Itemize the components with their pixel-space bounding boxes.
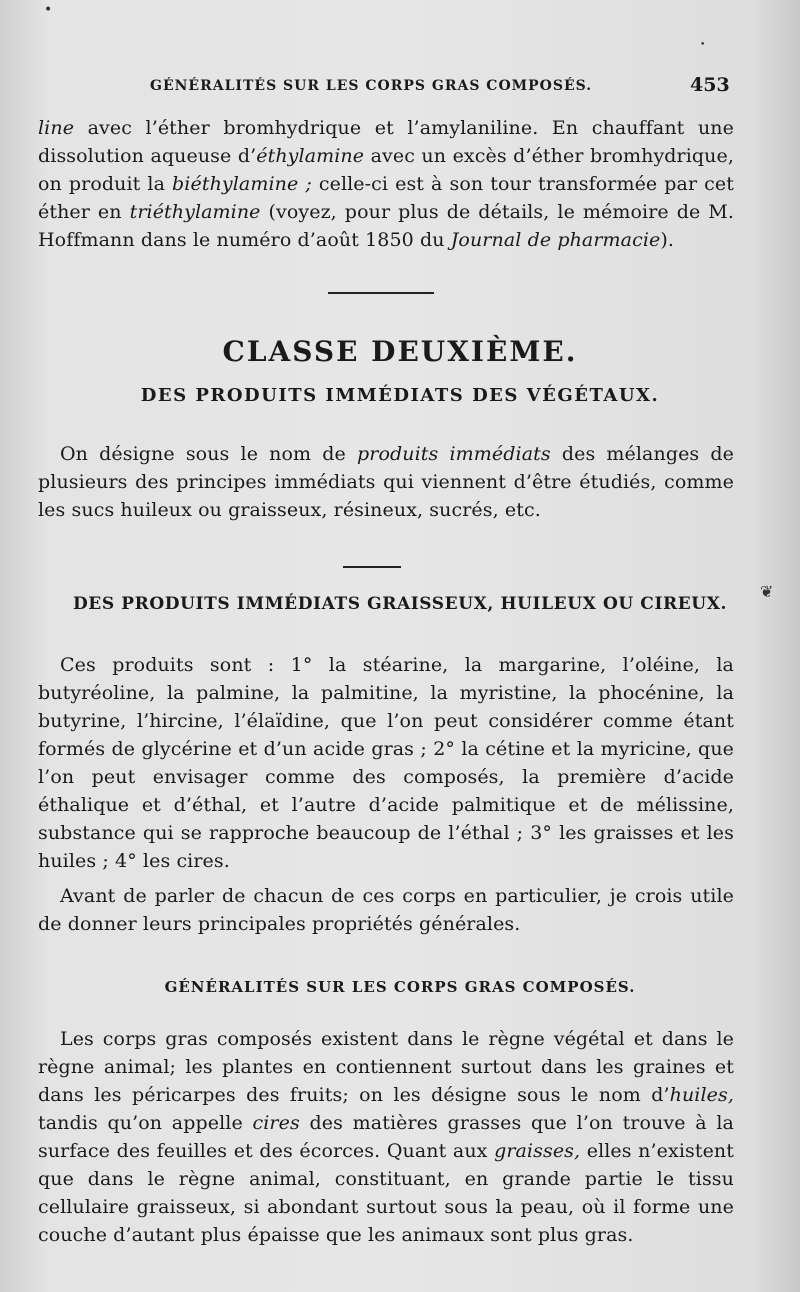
italic-term: éthylamine: [256, 145, 365, 167]
text-run: avec l’éther bromhydrique et l’amylaniline. En chauffant une dissolution aqueuse d’: [38, 117, 734, 167]
text-run: (voyez, pour plus de détails, le mémoire de M. Hoffmann dans le numéro d’août 1850 du: [38, 201, 734, 251]
italic-term: produits immédiats: [357, 443, 551, 465]
text-run: ).: [660, 229, 674, 251]
italic-term: huiles,: [669, 1084, 734, 1106]
ink-speck: ❦: [760, 582, 774, 601]
italic-term: graisses,: [494, 1140, 581, 1162]
separator-rule: [328, 292, 434, 294]
page-number: 453: [690, 74, 730, 96]
running-title: GÉNÉRALITÉS SUR LES CORPS GRAS COMPOSÉS.: [150, 78, 593, 94]
italic-term: cires: [252, 1112, 300, 1134]
section-heading: DES PRODUITS IMMÉDIATS GRAISSEUX, HUILEUX OU CIREUX.: [72, 594, 728, 614]
italic-term: biéthylamine ;: [172, 173, 312, 195]
text-run: celle-ci est à son tour transformée par cet éther en: [38, 173, 734, 223]
text-run: des mélanges de plusieurs des principes immédiats qui viennent d’être étudiés, comme les sucs huileux ou graisseux, résineux, sucrés, etc.: [38, 443, 735, 521]
text-run: avec un excès d’éther bromhydrique, on produit la: [38, 145, 734, 195]
class-title: CLASSE DEUXIÈME.: [222, 335, 578, 368]
italic-term: triéthylamine: [129, 201, 261, 223]
text-run: Les corps gras composés existent dans le règne végétal et dans le règne animal; les plantes en contiennent surtout dans les graines et dans les péricarpes des fruits; on les désigne sous le nom d’: [38, 1028, 734, 1106]
fatty-bodies-paragraph: [38, 1025, 734, 1249]
paragraph-text: Ces produits sont : 1° la stéarine, la margarine, l’oléine, la butyréoline, la palmine, la palmitine, la myristine, la phocénine, la butyrine, l’hircine, l’élaïdine, que l’on peut considérer comme étant formés de glycérine et d’un acide gras ; 2° la cétine et la myricine, que l’on peut envisager comme des composés, la première d’acide éthalique et d’éthal, et l’autre d’acide palmitique et de mélissine, substance qui se rapproche beaucoup de l’éthal ; 3° les graisses et les huiles ; 4° les cires.: [38, 654, 734, 872]
class-subtitle: DES PRODUITS IMMÉDIATS DES VÉGÉTAUX.: [140, 385, 660, 406]
ink-speck: •: [700, 40, 706, 50]
section-heading: GÉNÉRALITÉS SUR LES CORPS GRAS COMPOSÉS.: [164, 978, 636, 996]
text-run: tandis qu’on appelle: [38, 1112, 253, 1134]
text-run: des matières grasses que l’on trouve à la surface des feuilles et des écorces. Quant aux: [38, 1112, 734, 1162]
text-run: elles n’existent que dans le règne animal, constituant, en grande partie le tissu cellulaire graisseux, si abondant surtout sous la peau, où il forme une couche d’autant plus épaisse que les animaux sont plus gras.: [38, 1140, 734, 1246]
italic-term: line: [38, 117, 75, 139]
products-paragraph: [38, 651, 734, 875]
text-run: On désigne sous le nom de: [60, 443, 358, 465]
italic-term: Journal de pharmacie: [450, 229, 661, 251]
paragraph-text: Avant de parler de chacun de ces corps en particulier, je crois utile de donner leurs principales propriétés générales.: [38, 885, 734, 935]
ink-speck: •: [44, 2, 53, 18]
paragraph-continuation: [38, 114, 734, 254]
separator-rule: [343, 566, 401, 568]
intro-paragraph: [38, 440, 734, 524]
preamble-paragraph: [38, 882, 734, 938]
